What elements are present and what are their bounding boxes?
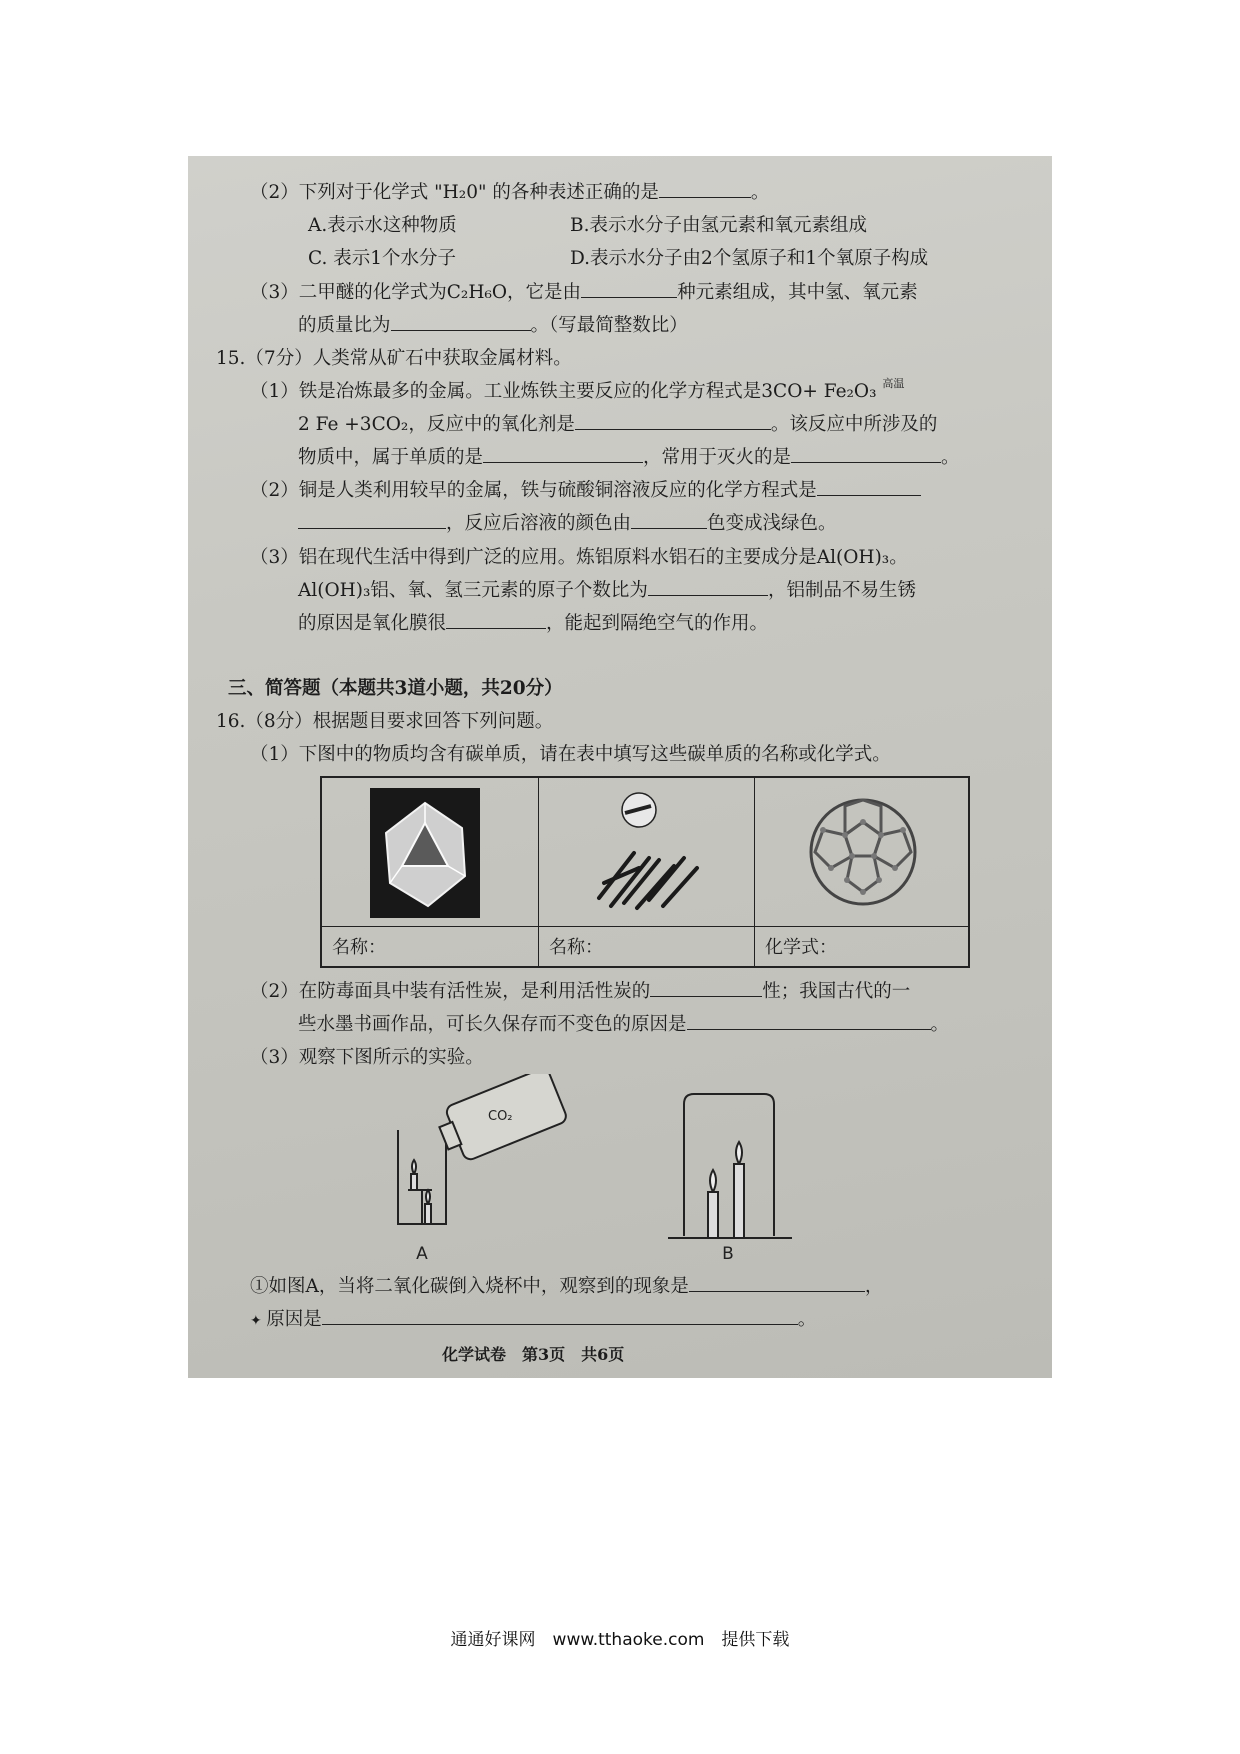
answer-blank: [446, 614, 546, 629]
answer-blank: [391, 316, 531, 331]
q15-3-line1: （3）铝在现代生活中得到广泛的应用。炼铝原料水铝石的主要成分是Al(OH)₃。: [250, 547, 908, 568]
table-cell-c60: [754, 778, 968, 966]
answer-blank: [322, 1310, 798, 1325]
answer-blank: [791, 448, 941, 463]
formula-label: 化学式：: [765, 937, 837, 958]
q15-2-line2: ，反应后溶液的颜色由 色变成浅绿色。: [298, 511, 837, 537]
section-heading: 三、简答题（本题共3道小题，共20分）: [228, 678, 563, 699]
option-d: D.表示水分子由2个氢原子和1个氧原子构成: [570, 248, 929, 269]
table-row-divider: [322, 926, 968, 927]
answer-blank: [483, 448, 643, 463]
option-c: C. 表示1个水分子: [308, 248, 457, 269]
table-cell-graphite: [538, 778, 754, 966]
q15-3-line2: Al(OH)₃铝、氧、氢三元素的原子个数比为 ，铝制品不易生锈: [298, 580, 916, 601]
figure-b-bell-jar-with-candles: [668, 1094, 792, 1238]
q15-1-line1: （1）铁是冶炼最多的金属。工业炼铁主要反应的化学方程式是3CO+ Fe₂O₃ $^{高温}$: [250, 377, 905, 402]
q15-1-line2: 2 Fe +3CO₂，反应中的氧化剂是 。该反应中所涉及的: [298, 414, 938, 435]
name-label: 名称：: [549, 937, 603, 958]
diamond-image: [370, 788, 480, 918]
table-cell-diamond: [322, 778, 538, 966]
answer-blank: [298, 514, 446, 529]
carbon-forms-table: [320, 776, 970, 968]
answer-blank: [648, 581, 768, 596]
answer-blank: [689, 1277, 865, 1292]
q16-3-1-line1: ①如图A，当将二氧化碳倒入烧杯中，观察到的现象是 ，: [250, 1276, 884, 1297]
option-a: A.表示水这种物质: [308, 215, 457, 236]
fullerene-image: [803, 792, 923, 912]
q14-3-line2: 的质量比为 。（写最简整数比）: [298, 315, 688, 336]
answer-blank: [817, 481, 921, 496]
figure-a-beaker-with-candles: [398, 1130, 446, 1224]
pencil-lead-image: [579, 788, 709, 918]
answer-blank: [581, 283, 677, 298]
experiment-figure: [188, 1074, 1052, 1264]
page-number-footer: 化学试卷 第3页 共6页: [442, 1345, 625, 1364]
answer-blank: [650, 982, 762, 997]
option-b: B.表示水分子由氢元素和氧元素组成: [570, 215, 867, 236]
q16-2-line2: 些水墨书画作品，可长久保存而不变色的原因是 。: [298, 1014, 950, 1035]
q16-1-text: （1）下图中的物质均含有碳单质，请在表中填写这些碳单质的名称或化学式。: [250, 744, 891, 765]
answer-blank: [631, 514, 707, 529]
bullet-icon: ✦: [250, 1313, 267, 1329]
q15-2-line1: （2）铜是人类利用较早的金属，铁与硫酸铜溶液反应的化学方程式是: [250, 478, 921, 504]
answer-blank: [659, 183, 751, 198]
answer-blank: [575, 415, 771, 430]
q15-head: 15.（7分）人类常从矿石中获取金属材料。: [216, 348, 572, 369]
figure-b-label: B: [722, 1244, 734, 1264]
q14-3-line1: （3）二甲醚的化学式为C₂H₆O，它是由 种元素组成，其中氢、氧元素: [250, 282, 918, 303]
answer-blank: [687, 1015, 931, 1030]
q16-3-text: （3）观察下图所示的实验。: [250, 1047, 484, 1068]
q16-3-1-line2: ✦ 原因是 。: [250, 1309, 817, 1330]
q15-1-line3: 物质中，属于单质的是 ，常用于灭火的是 。: [298, 447, 960, 468]
q16-2-line1: （2）在防毒面具中装有活性炭，是利用活性炭的 性；我国古代的一: [250, 981, 911, 1002]
reaction-condition: 高温: [882, 377, 905, 390]
q14-2-stem: （2）下列对于化学式 "H₂0" 的各种表述正确的是 。: [250, 182, 770, 203]
q16-head: 16.（8分）根据题目要求回答下列问题。: [216, 711, 554, 732]
exam-page-photo: [188, 156, 1052, 1378]
q15-3-line3: 的原因是氧化膜很 ，能起到隔绝空气的作用。: [298, 613, 769, 634]
site-footer: 通通好课网 www.tthaoke.com 提供下载: [450, 1630, 790, 1650]
name-label: 名称：: [332, 937, 386, 958]
figure-a-label: A: [416, 1244, 428, 1264]
bottle-label: CO₂: [488, 1109, 513, 1124]
